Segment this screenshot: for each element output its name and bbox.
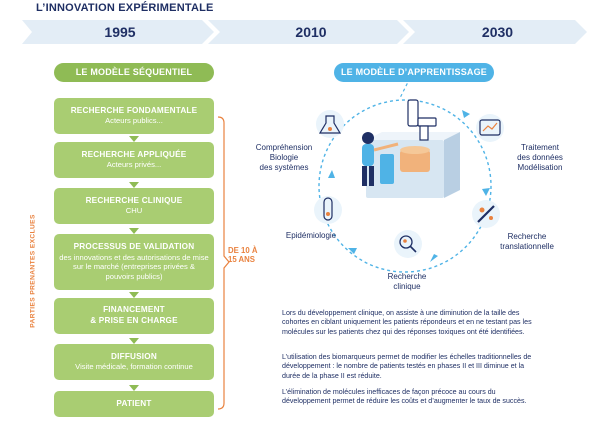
- paragraph-biomarkers: L’utilisation des biomarqueurs permet de modifier les échelles traditionnelles de développement : le nombre de patients testés en phases II et III diminue et la durée de la phase II est réduite.: [282, 353, 532, 380]
- page-title: L’INNOVATION EXPÉRIMENTALE: [36, 2, 214, 14]
- step-title: PATIENT: [116, 398, 152, 408]
- step-subtitle: Acteurs publics...: [105, 116, 163, 126]
- step-title: DIFFUSION: [111, 351, 157, 361]
- step-title: RECHERCHE APPLIQUÉE: [81, 149, 187, 159]
- node-magnifier: [394, 230, 422, 258]
- learning-cycle: [250, 78, 550, 293]
- step-subtitle: Acteurs privés...: [106, 160, 162, 170]
- step-title: RECHERCHE CLINIQUE: [85, 195, 183, 205]
- node-data-chart: [476, 114, 504, 142]
- excluded-stakeholders-text: PARTIES PRENANTES EXCLUES: [29, 214, 37, 328]
- sequential-model-header: LE MODÈLE SÉQUENTIEL: [54, 63, 214, 82]
- step-fundamental-research: [54, 98, 214, 134]
- year-1995: 1995: [104, 24, 136, 40]
- step-title: RECHERCHE FONDAMENTALE: [70, 105, 198, 115]
- step-title: FINANCEMENT & PRISE EN CHARGE: [90, 305, 178, 325]
- paragraph-cohorts: Lors du développement clinique, on assiste à une diminution de la taille des cohortes en ciblant uniquement les patients répondeurs et en ne testant pas les molécules sur les patients chez qui des réponses toxiques ont été identifiées.: [282, 309, 532, 336]
- step-subtitle: des innovations et des autorisations de mise sur le marché (entreprises privées & pouvoirs publics): [59, 252, 209, 282]
- cycle-label-translational: Recherche translationnelle: [500, 232, 554, 251]
- node-lab-flask: [316, 110, 344, 138]
- step-arrows: [128, 134, 140, 394]
- cycle-label-clinical: Recherche clinique: [387, 272, 427, 291]
- cycle-label-biology: Compréhension Biologie des systèmes: [255, 143, 313, 172]
- cycle-label-data: Traitement des données Modélisation: [517, 143, 563, 172]
- cycle-label-epidemiology: Epidémiologie: [285, 231, 337, 240]
- step-title: PROCESSUS DE VALIDATION: [73, 241, 195, 251]
- node-test-tube: [314, 196, 342, 224]
- timeline: [22, 20, 587, 44]
- lab-scene-illustration: [362, 100, 460, 198]
- step-subtitle: CHU: [125, 206, 143, 216]
- paragraph-elimination: L’élimination de molécules inefficaces de façon précoce au cours du développement permet de réduire les coûts et d’augmenter le taux de succès.: [282, 388, 527, 406]
- step-subtitle: Visite médicale, formation continue: [75, 362, 193, 372]
- year-2030: 2030: [481, 24, 514, 40]
- node-syringe: [472, 200, 500, 228]
- learning-model-header: LE MODÈLE D’APPRENTISSAGE: [334, 63, 494, 82]
- duration-label: DE 10 À 15 ANS: [228, 246, 258, 265]
- year-2010: 2010: [295, 24, 327, 40]
- excluded-stakeholders-label: [27, 166, 39, 376]
- step-patient: [54, 391, 214, 417]
